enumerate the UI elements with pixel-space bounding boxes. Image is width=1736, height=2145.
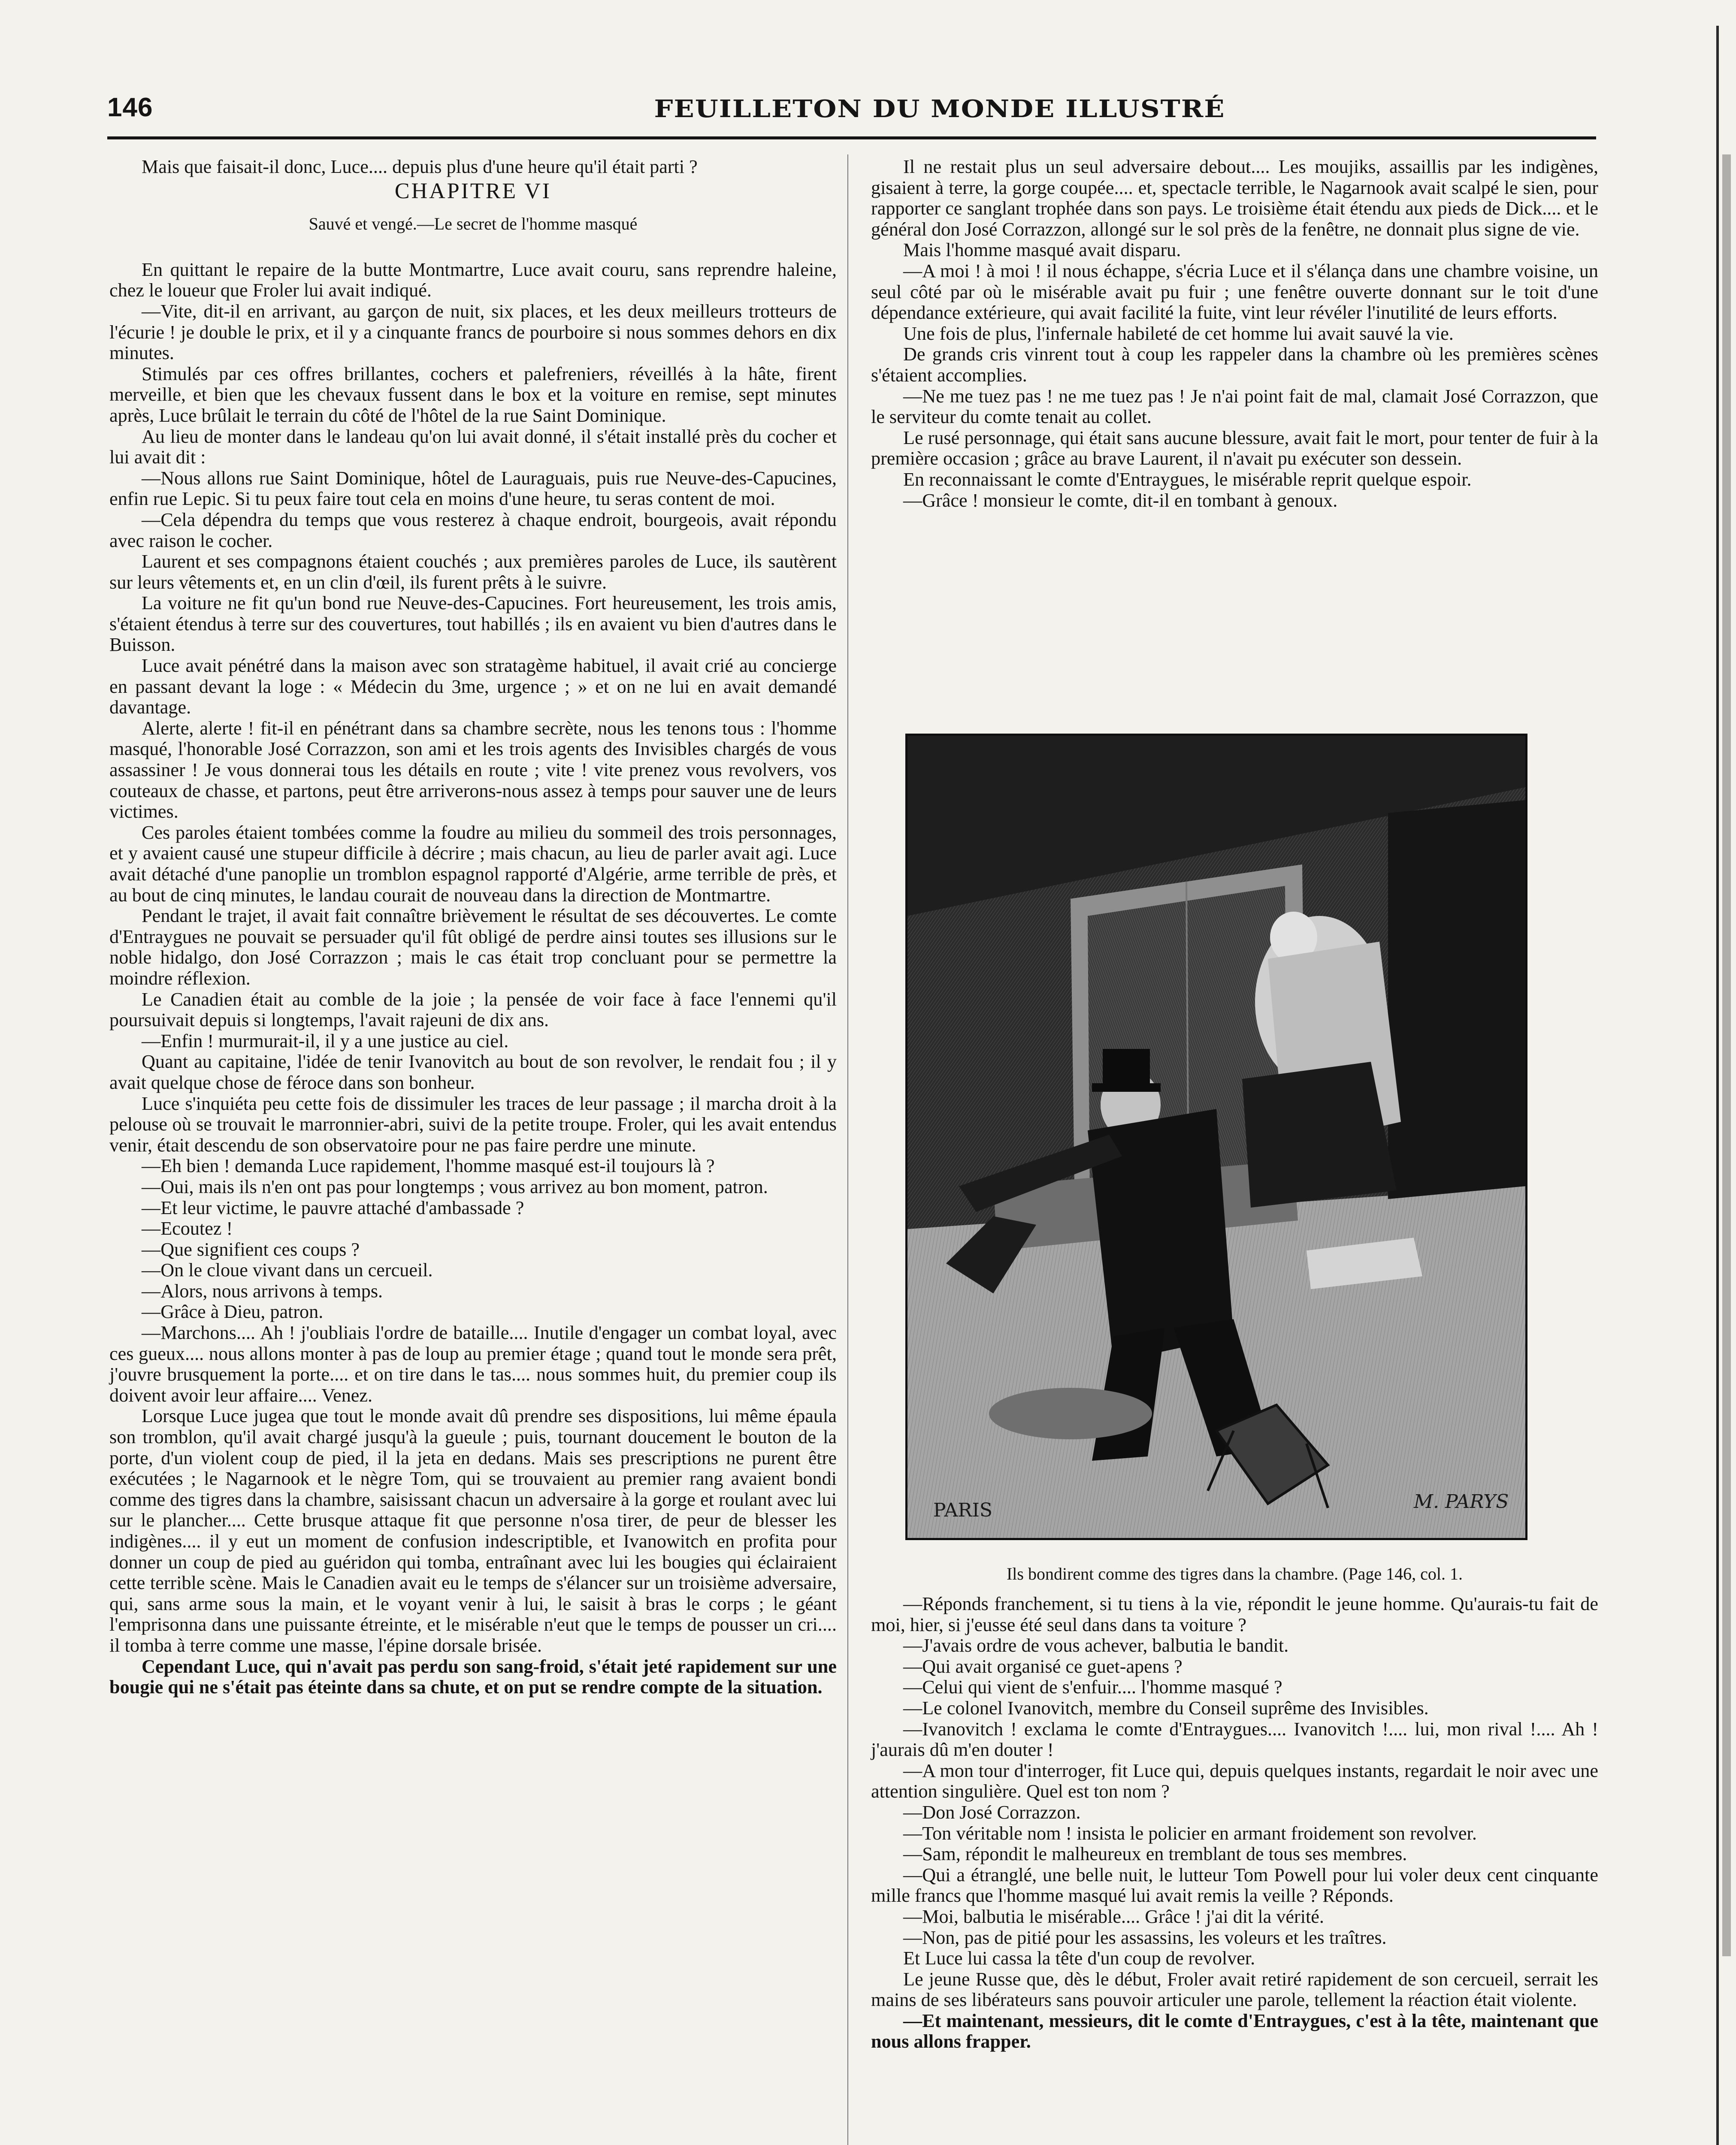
paragraph: Le jeune Russe que, dès le début, Froler avait retiré rapidement de son cercueil, serrait les mains de ses libérateurs sans pouvoir articuler une parole, tellement la réaction était violente.	[871, 1968, 1598, 2011]
paragraph: Lorsque Luce jugea que tout le monde avait dû prendre ses dispositions, lui même épaula son tromblon, qu'il avait chargé jusqu'à la gueule ; puis, tournant doucement le bouton de la porte, d'un violent coup de pied, il la jeta en dedans. Mais ses prescriptions ne purent être exécutées ; le Nagarnook et le nègre Tom, qui se trouvaient au premier rang avaient bondi comme des tigres dans la chambre, saisissant chacun un adversaire à la gorge et roulant avec lui sur le plancher.... Cette brusque attaque fit que personne n'osa tirer, de peur de blesser les indigènes.... il y eut un moment de confusion indescriptible, et Ivanowitch en profita pour donner un coup de pied au guéridon qui tomba, entraînant avec lui les bougies qui éclairaient cette terrible scène. Mais le Canadien avait eu le temps de s'élancer sur un troisième adversaire, qui, sans arme sous la main, et le voyant venir à lui, le saisit à bras le corps ; le géant l'emprisonna dans une puissante étreinte, et le misérable n'eut que le temps de pousser un cri.... il tomba à terre comme une masse, l'épine dorsale brisée.	[109, 1405, 837, 1656]
engraver-signature-left: PARIS	[933, 1499, 992, 1521]
paragraph: Laurent et ses compagnons étaient couchés ; aux premières paroles de Luce, ils sautèrent sur leurs vêtements et, en un clin d'œil, ils furent prêts à le suivre.	[109, 551, 837, 593]
paragraph: —Que signifient ces coups ?	[142, 1239, 360, 1260]
paragraph: —Cela dépendra du temps que vous resterez à chaque endroit, bourgeois, avait répondu avec raison le cocher.	[109, 509, 837, 551]
paragraph: Stimulés par ces offres brillantes, cochers et palefreniers, réveillés à la hâte, firent merveille, et bien que les chevaux fussent dans le box et la voiture en remise, sept minutes après, Luce brûlait le terrain du côté de l'hôtel de la rue Saint Dominique.	[109, 363, 837, 426]
paragraph: —Nous allons rue Saint Dominique, hôtel de Lauraguais, puis rue Neuve-des-Capucines, enfin rue Lepic. Si tu peux faire tout cela en moins d'une heure, tu seras content de moi.	[109, 467, 837, 510]
paragraph: Le Canadien était au comble de la joie ; la pensée de voir face à face l'ennemi qu'il poursuivait depuis si longtemps, l'avait rajeuni de dix ans.	[109, 988, 837, 1031]
paragraph: De grands cris vinrent tout à coup les rappeler dans la chambre où les premières scènes s'étaient accomplies.	[871, 344, 1598, 386]
paragraph: Luce avait pénétré dans la maison avec son stratagème habituel, il avait crié au concierge en passant devant la loge : « Médecin du 3me, urgence ; » et on ne lui en avait demandé davantage.	[109, 655, 837, 718]
paragraph: —Non, pas de pitié pour les assassins, les voleurs et les traîtres.	[903, 1927, 1387, 1948]
paragraph: —Qui avait organisé ce guet-apens ?	[903, 1656, 1183, 1677]
page-number: 146	[107, 93, 153, 122]
adjacent-page-edge	[1708, 26, 1736, 2145]
paragraph: Alerte, alerte ! fit-il en pénétrant dans sa chambre secrète, nous les tenons tous : l'homme masqué, l'honorable José Corrazzon, son ami et les trois agents des Invisibles chargés de vous assassiner ! Je vous donnerai tous les détails en route ; vite ! vite prenez vous revolvers, vos couteaux de chasse, et partons, peut être arriverons-nous assez à temps pour sauver une de leurs victimes.	[109, 717, 837, 822]
paragraph: —On le cloue vivant dans un cercueil.	[142, 1260, 433, 1281]
paragraph: Luce s'inquiéta peu cette fois de dissimuler les traces de leur passage ; il marcha droit à la pelouse où se trouvait le marronnier-abri, suivi de la petite troupe. Froler, qui les avait entendus venir, était descendu de son observatoire pour ne pas faire perdre une minute.	[109, 1093, 837, 1156]
left-column	[109, 157, 837, 1698]
artist-signature-right: M. PARYS	[1414, 1491, 1509, 1513]
paragraph: —Ton véritable nom ! insista le policier en armant froidement son revolver.	[903, 1822, 1477, 1844]
paragraph: Il ne restait plus un seul adversaire debout.... Les moujiks, assaillis par les indigènes, gisaient à terre, la gorge coupée.... et, spectacle terrible, le Nagarnook avait scalpé le sien, pour rapporter ce sanglant trophée dans son pays. Le troisième était étendu aux pieds de Dick.... et le général don José Corrazzon, allongé sur le sol près de la fenêtre, ne donnait plus signe de vie.	[871, 156, 1598, 240]
header-rule	[107, 136, 1596, 139]
fight-scene-image	[907, 736, 1525, 1538]
paragraph: —J'avais ordre de vous achever, balbutia le bandit.	[903, 1635, 1289, 1656]
paragraph: —Grâce ! monsieur le comte, dit-il en tombant à genoux.	[903, 489, 1338, 511]
paragraph: —Qui a étranglé, une belle nuit, le lutteur Tom Powell pour lui voler deux cent cinquante mille francs que l'homme masqué lui avait remis la veille ? Réponds.	[871, 1864, 1598, 1906]
paragraph: —Ivanovitch ! exclama le comte d'Entraygues.... Ivanovitch !.... lui, mon rival !.... Ah ! j'aurais dû m'en douter !	[871, 1718, 1598, 1761]
figure-caption: Ils bondirent comme des tigres dans la chambre. (Page 146, col. 1.	[1006, 1564, 1463, 1583]
paragraph: —A moi ! à moi ! il nous échappe, s'écria Luce et il s'élança dans une chambre voisine, un seul côté par où le misérable avait pu fuir ; une fenêtre ouverte donnant sur le toit d'une dépendance extérieure, qui avait facilité la fuite, vint leur révéler l'inutilité de leurs efforts.	[871, 260, 1598, 323]
paragraph: —Don José Corrazzon.	[903, 1801, 1081, 1823]
paragraph: —Réponds franchement, si tu tiens à la vie, répondit le jeune homme. Qu'aurais-tu fait de moi, hier, si j'eusse été seul dans dans ta voiture ?	[871, 1593, 1598, 1635]
paragraph: —Oui, mais ils n'en ont pas pour longtemps ; vous arrivez au bon moment, patron.	[142, 1176, 768, 1197]
paragraph: —Et leur victime, le pauvre attaché d'ambassade ?	[142, 1197, 524, 1218]
paragraph: —Eh bien ! demanda Luce rapidement, l'homme masqué est-il toujours là ?	[142, 1155, 715, 1177]
paragraph: —Moi, balbutia le misérable.... Grâce ! j'ai dit la vérité.	[903, 1906, 1324, 1927]
paragraph: Ces paroles étaient tombées comme la foudre au milieu du sommeil des trois personnages, et y avaient causé une stupeur difficile à décrire ; mais chacun, au lieu de parler avait agi. Luce avait détaché d'une panoplie un tromblon espagnol rapporté d'Algérie, arme terrible de près, et au bout de cinq minutes, le landau courait de nouveau dans la direction de Montmartre.	[109, 822, 837, 906]
paragraph: Le rusé personnage, qui était sans aucune blessure, avait fait le mort, pour tenter de fuir à la première occasion ; grâce au brave Laurent, il n'avait pu exécuter son dessein.	[871, 427, 1598, 469]
paragraph: —Et maintenant, messieurs, dit le comte d'Entraygues, c'est à la tête, maintenant que nous allons frapper.	[871, 2010, 1598, 2052]
paragraph: —Sam, répondit le malheureux en tremblant de tous ses membres.	[903, 1843, 1407, 1865]
paragraph: —Celui qui vient de s'enfuir.... l'homme masqué ?	[903, 1677, 1282, 1698]
engraving-illustration	[905, 734, 1527, 1540]
paragraph: Et Luce lui cassa la tête d'un coup de revolver.	[903, 1948, 1255, 1969]
chapter-heading: CHAPITRE VI	[394, 178, 552, 203]
right-column-bottom	[871, 1594, 1598, 2052]
paragraph: Quant au capitaine, l'idée de tenir Ivanovitch au bout de son revolver, le rendait fou ; il y avait quelque chose de féroce dans son bonheur.	[109, 1051, 837, 1093]
running-title: FEUILLETON DU MONDE ILLUSTRÉ	[654, 94, 1225, 123]
paragraph: —Grâce à Dieu, patron.	[142, 1301, 324, 1323]
paragraph: —Alors, nous arrivons à temps.	[142, 1280, 383, 1302]
paragraph: Cependant Luce, qui n'avait pas perdu son sang-froid, s'était jeté rapidement sur une bougie qui ne s'était pas éteinte dans sa chute, et on put se rendre compte de la situation.	[109, 1656, 837, 1698]
paragraph: —Ecoutez !	[142, 1218, 233, 1239]
right-column-top	[871, 157, 1598, 511]
paragraph: —Ne me tuez pas ! ne me tuez pas ! Je n'ai point fait de mal, clamait José Corrazzon, que le serviteur du comte tenait au collet.	[871, 385, 1598, 428]
paragraph: —Le colonel Ivanovitch, membre du Conseil suprême des Invisibles.	[903, 1697, 1429, 1719]
paragraph: —Marchons.... Ah ! j'oubliais l'ordre de bataille.... Inutile d'engager un combat loyal, avec ces gueux.... nous allons monter à pas de loup au premier étage ; quand tout le monde sera prêt, j'ouvre brusquement la porte.... et on tire dans le tas.... nous sommes huit, du premier coup ils doivent avoir leur affaire.... Venez.	[109, 1322, 837, 1406]
column-divider	[847, 154, 848, 2145]
paragraph: En quittant le repaire de la butte Montmartre, Luce avait couru, sans reprendre haleine, chez le loueur que Froler lui avait indiqué.	[109, 259, 837, 301]
paragraph: —Vite, dit-il en arrivant, au garçon de nuit, six places, et les deux meilleurs trotteurs de l'écurie ! je double le prix, et il y a cinquante francs de pourboire si nous sommes dehors en dix minutes.	[109, 300, 837, 364]
page-header	[107, 92, 1596, 139]
paragraph: La voiture ne fit qu'un bond rue Neuve-des-Capucines. Fort heureusement, les trois amis, s'étaient étendus à terre sur des couvertures, tout habillés ; ils en avaient vu bien d'autres dans le Buisson.	[109, 592, 837, 656]
paragraph: Au lieu de monter dans le landeau qu'on lui avait donné, il s'était installé près du cocher et lui avait dit :	[109, 426, 837, 468]
paragraph: Une fois de plus, l'infernale habileté de cet homme lui avait sauvé la vie.	[903, 323, 1454, 344]
paragraph: —A mon tour d'interroger, fit Luce qui, depuis quelques instants, regardait le noir avec une attention singulière. Quel est ton nom ?	[871, 1760, 1598, 1802]
intro-paragraph: Mais que faisait-il donc, Luce.... depuis plus d'une heure qu'il était parti ?	[142, 156, 698, 177]
paragraph: Pendant le trajet, il avait fait connaître brièvement le résultat de ses découvertes. Le comte d'Entraygues ne pouvait se persuader qu'il fût obligé de perdre ainsi toutes ses illusions sur le noble hidalgo, don José Corrazzon ; mais le cas était trop concluant pour se permettre la moindre réflexion.	[109, 905, 837, 989]
paragraph: Mais l'homme masqué avait disparu.	[903, 239, 1181, 261]
paragraph: —Enfin ! murmurait-il, il y a une justice au ciel.	[142, 1030, 509, 1051]
paragraph: En reconnaissant le comte d'Entraygues, le misérable reprit quelque espoir.	[903, 468, 1472, 490]
chapter-subtitle: Sauvé et vengé.—Le secret de l'homme masqué	[308, 214, 638, 234]
